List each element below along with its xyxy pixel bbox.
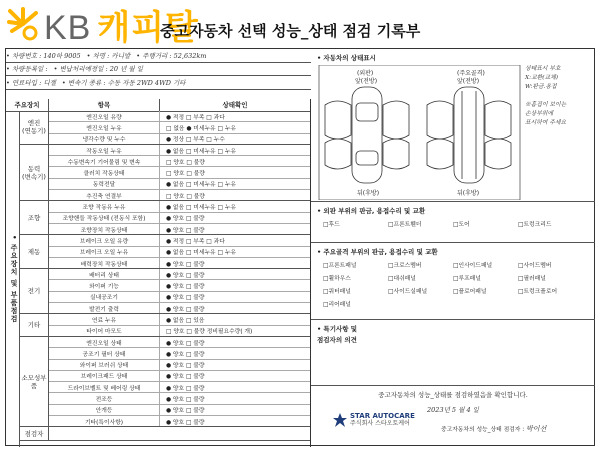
check-item: □대쉬패널 xyxy=(388,276,416,282)
table-row xyxy=(49,156,310,167)
row-item: 동력전달 xyxy=(49,179,160,189)
company-kr: 주식회사 스타오토케어 xyxy=(350,420,410,427)
row-status: ● 없음 □ 미세누유 □ 누유 xyxy=(166,148,237,155)
inspector-sign: 박이선 xyxy=(526,425,547,433)
group-name: 기타 xyxy=(20,314,49,336)
row-status: ● 양호 □ 불량 xyxy=(166,374,205,381)
row-item: 조향 작동유 누유 xyxy=(49,201,160,211)
table-groups xyxy=(20,111,310,441)
row-item: 조향핸들 작동상태 (전동식 포함) xyxy=(49,213,160,223)
check-item: □사이드멤버 xyxy=(518,263,552,269)
group-name: 동력 (변속기) xyxy=(20,145,49,200)
table-row xyxy=(49,303,310,313)
table-row xyxy=(49,190,310,200)
check-item: □프론트휀더 xyxy=(388,222,422,228)
row-status: ● 정상 □ 부족 □ 누수 xyxy=(166,137,225,144)
info-row xyxy=(6,49,311,63)
table-row xyxy=(49,405,310,416)
group-rows xyxy=(49,314,310,336)
table-row xyxy=(49,360,310,371)
table-group xyxy=(20,111,310,145)
right-panel xyxy=(311,49,596,447)
info-field: • 변속기 종류 : 수동 자동 2WD 4WD 기타 xyxy=(61,78,186,87)
check-item: □리어패널 xyxy=(323,302,351,308)
row-item: 타이어 마모도 xyxy=(49,326,160,336)
group-rows xyxy=(49,337,310,426)
table-group xyxy=(20,269,310,314)
table-row xyxy=(49,145,310,156)
head-status: 상태확인 xyxy=(222,101,248,109)
row-status: □ 양호 □ 불량 xyxy=(166,193,205,200)
row-status: ● 양호 □ 불량 xyxy=(166,385,205,392)
head-device: 주요장치 xyxy=(6,99,49,111)
row-status: ● 적정 □ 부족 □ 과다 xyxy=(166,238,225,245)
inspector-label: 중고자동차의 성능_상태 점검자 : xyxy=(441,427,525,433)
table-row xyxy=(49,247,310,258)
check-item: □휠하우스 xyxy=(323,276,351,282)
table-row xyxy=(49,213,310,224)
row-item: 브레이크 오일 누유 xyxy=(49,247,160,257)
star-icon xyxy=(333,413,347,427)
row-item: 발전기 출력 xyxy=(49,303,160,313)
remark-row xyxy=(20,427,310,441)
row-status: ● 양호 □ 불량 xyxy=(166,227,205,234)
side-label: • 주요장치 및 부품점검 xyxy=(6,111,20,447)
group-rows xyxy=(49,201,310,234)
check-item: □인사이드패널 xyxy=(453,263,493,269)
row-item: 전조등 xyxy=(49,393,160,403)
check-item: □트렁크리드 xyxy=(518,222,552,228)
legend-line: 상태표시 부호 xyxy=(525,66,561,72)
table-row xyxy=(49,201,310,212)
inspection-table xyxy=(6,99,311,447)
row-status: ● 양호 □ 불량 xyxy=(166,363,205,370)
row-item: 엔진오일 누유 xyxy=(49,122,160,132)
legend xyxy=(525,65,589,128)
table-row xyxy=(49,292,310,303)
table-row xyxy=(49,326,310,336)
confirm-text: 중고자동차의 성능_상태를 점검하였음을 확인합니다. xyxy=(378,391,528,399)
row-item: 와이퍼 기능 xyxy=(49,280,160,290)
car-diagram xyxy=(317,65,522,200)
info-field: • 변납처리예정일 : 20 년 월 일 xyxy=(53,65,144,74)
condition-title: • 자동차의 상태표시 xyxy=(317,54,376,62)
table-row xyxy=(49,393,310,404)
row-status: ● 없음 □ 미세누유 □ 누유 xyxy=(166,205,237,212)
legend-line: ※흠집이 보이는 xyxy=(525,102,567,108)
row-item: 냉각수량 및 누수 xyxy=(49,134,160,144)
check-item: □트렁크플로어 xyxy=(518,289,558,295)
view-label: 앞(전방) xyxy=(457,78,480,85)
table-group xyxy=(20,145,310,201)
table-row xyxy=(49,122,310,133)
table-group xyxy=(20,337,310,427)
group-name: 조향 xyxy=(20,201,49,234)
view-label: (외판) xyxy=(357,70,374,77)
frame-items xyxy=(311,260,595,308)
row-status: □ 없음 ● 미세누유 □ 누유 xyxy=(166,125,237,132)
group-rows xyxy=(49,111,310,144)
vehicle-info xyxy=(6,49,311,90)
check-item: □플로어패널 xyxy=(453,289,487,295)
row-status: ● 양호 □ 불량 xyxy=(166,284,205,291)
view-label: (주요골격) xyxy=(457,70,485,77)
info-field: • 차량등록일 : xyxy=(6,65,48,74)
info-field: • 주행거리 : 52,632km xyxy=(136,51,207,60)
legend-line: 표시하여 주세요 xyxy=(525,120,567,126)
legend-line xyxy=(525,92,589,101)
group-name: 제동 xyxy=(20,235,49,268)
condition-section xyxy=(311,49,595,202)
table-row xyxy=(49,179,310,190)
frame-title: • 주요골격 부위의 판금, 용접수리 및 교환 xyxy=(317,248,438,256)
info-field: • 연료타입 : 디젤 xyxy=(6,78,56,87)
frame-section xyxy=(311,243,595,320)
row-item: 작동오일 누유 xyxy=(49,145,160,155)
notes-section xyxy=(311,320,595,386)
outer-title: • 외판 부위의 판금, 용접수리 및 교환 xyxy=(317,207,426,215)
check-item: □쿼터패널 xyxy=(323,289,351,295)
row-item: 추진축 연결부 xyxy=(49,190,160,200)
table-row xyxy=(49,416,310,426)
row-item: 공조기 필터 상태 xyxy=(49,348,160,358)
row-item: 실내공조기 xyxy=(49,292,160,302)
document-title: 중고자동차 선택 성능_상태 점검 기록부 xyxy=(160,22,421,40)
row-status: ● 없음 □ 미세누유 □ 누유 xyxy=(166,182,237,189)
row-status: ● 없음 □ 미세누유 □ 누유 xyxy=(166,250,237,257)
view-label: 뒤(후방) xyxy=(357,190,380,197)
group-name: 소모성부품 xyxy=(20,337,49,426)
view-label: 앞(전방) xyxy=(355,78,378,85)
check-item: □프론트패널 xyxy=(323,263,357,269)
inspector xyxy=(441,424,546,434)
row-item: 엔진오일 상태 xyxy=(49,337,160,347)
row-status: ● 양호 □ 불량 xyxy=(166,419,205,426)
row-status: ● 양호 □ 불량 xyxy=(166,216,205,223)
group-rows xyxy=(49,145,310,200)
row-status: ● 적정 □ 부족 □ 과다 xyxy=(166,114,225,121)
check-item: □도어 xyxy=(453,222,470,228)
row-status: ● 없음 □ 있음 xyxy=(166,317,205,324)
notes-title: • 특기사항 및 xyxy=(317,325,358,333)
row-item: 안개등 xyxy=(49,405,160,415)
row-item: 조향장치 작동상태 xyxy=(49,224,160,234)
row-status: ● 양호 □ 불량 xyxy=(166,397,205,404)
outer-items xyxy=(311,219,595,228)
row-item: 배력장치 작동상태 xyxy=(49,258,160,268)
info-row xyxy=(6,63,311,77)
logo-text: KB xyxy=(44,8,92,47)
legend-line: X:교환(교체) xyxy=(525,75,559,81)
table-row xyxy=(49,134,310,144)
group-rows xyxy=(49,269,310,313)
confirm-date: 2023년 5 월 4 일 xyxy=(427,406,479,414)
check-item: □사이드실패널 xyxy=(388,289,428,295)
table-row xyxy=(49,258,310,268)
inspection-sheet xyxy=(5,48,595,446)
row-status: ● 양호 □ 불량 xyxy=(166,340,205,347)
row-status: ● 양호 □ 불량 xyxy=(166,272,205,279)
head-item: 항목 xyxy=(49,99,160,111)
table-row xyxy=(49,382,310,393)
row-item: 브레이크패드 상태 xyxy=(49,371,160,381)
group-name: 엔진 (연동기) xyxy=(20,111,49,144)
row-status: ● 양호 □ 불량 xyxy=(166,351,205,358)
row-status: □ 양호 □ 불량 정비필요수량( 개) xyxy=(166,329,253,336)
table-row xyxy=(49,224,310,234)
star-autocare-logo xyxy=(333,412,415,428)
row-item: 배터리 상태 xyxy=(49,269,160,279)
table-group xyxy=(20,201,310,235)
outer-section xyxy=(311,202,595,243)
table-row xyxy=(49,280,310,291)
row-item: 드라이브벨트 및 베어링 상태 xyxy=(49,382,160,392)
row-status: □ 양호 □ 불량 xyxy=(166,171,205,178)
group-rows xyxy=(49,235,310,268)
table-row xyxy=(49,337,310,348)
check-item: □후드 xyxy=(323,222,340,228)
kb-star-icon xyxy=(6,7,40,41)
check-item: □크로스멤버 xyxy=(388,263,422,269)
check-item: □필러패널 xyxy=(518,276,546,282)
legend-line: 손상부위에 xyxy=(525,111,553,117)
group-name: 전기 xyxy=(20,269,49,313)
table-row xyxy=(49,167,310,178)
table-group xyxy=(20,314,310,337)
row-item: 수동변속기 기어물림 및 변속 xyxy=(49,156,160,166)
row-status: ● 양호 □ 불량 xyxy=(166,295,205,302)
logo-kr: 캐피탈 xyxy=(97,8,199,47)
row-item: 와이퍼 브러쉬 상태 xyxy=(49,360,160,370)
info-field: • 차량번호 : 140하 9005 xyxy=(6,51,81,60)
row-status: □ 양호 □ 불량 xyxy=(166,159,205,166)
table-row xyxy=(49,269,310,280)
table-group xyxy=(20,235,310,269)
view-label: 뒤(후방) xyxy=(457,190,480,197)
row-item: 브레이크 오일 유량 xyxy=(49,235,160,245)
info-field: • 차명 : 카니발 xyxy=(86,51,131,60)
row-item: 클러치 작동상태 xyxy=(49,167,160,177)
table-row xyxy=(49,314,310,325)
table-row xyxy=(49,348,310,359)
legend-line: W:판금.용접 xyxy=(525,84,557,90)
notes-title2: 점검자의 의견 xyxy=(317,336,357,344)
row-item: 연료 누유 xyxy=(49,314,160,324)
remark-label: 점검자 xyxy=(20,427,49,440)
table-row xyxy=(49,111,310,122)
confirmation xyxy=(311,386,595,446)
row-status: ● 양호 □ 불량 xyxy=(166,306,205,313)
info-row xyxy=(6,76,311,90)
check-item: □루프패널 xyxy=(453,276,481,282)
table-row xyxy=(49,371,310,382)
company-en: STAR AUTOCARE xyxy=(350,412,415,420)
row-item: 엔진오일 유량 xyxy=(49,111,160,121)
row-item: 기타(특이사항) xyxy=(49,416,160,426)
row-status: ● 양호 □ 불량 xyxy=(166,408,205,415)
table-row xyxy=(49,235,310,246)
row-status: ● 양호 □ 불량 xyxy=(166,261,205,268)
